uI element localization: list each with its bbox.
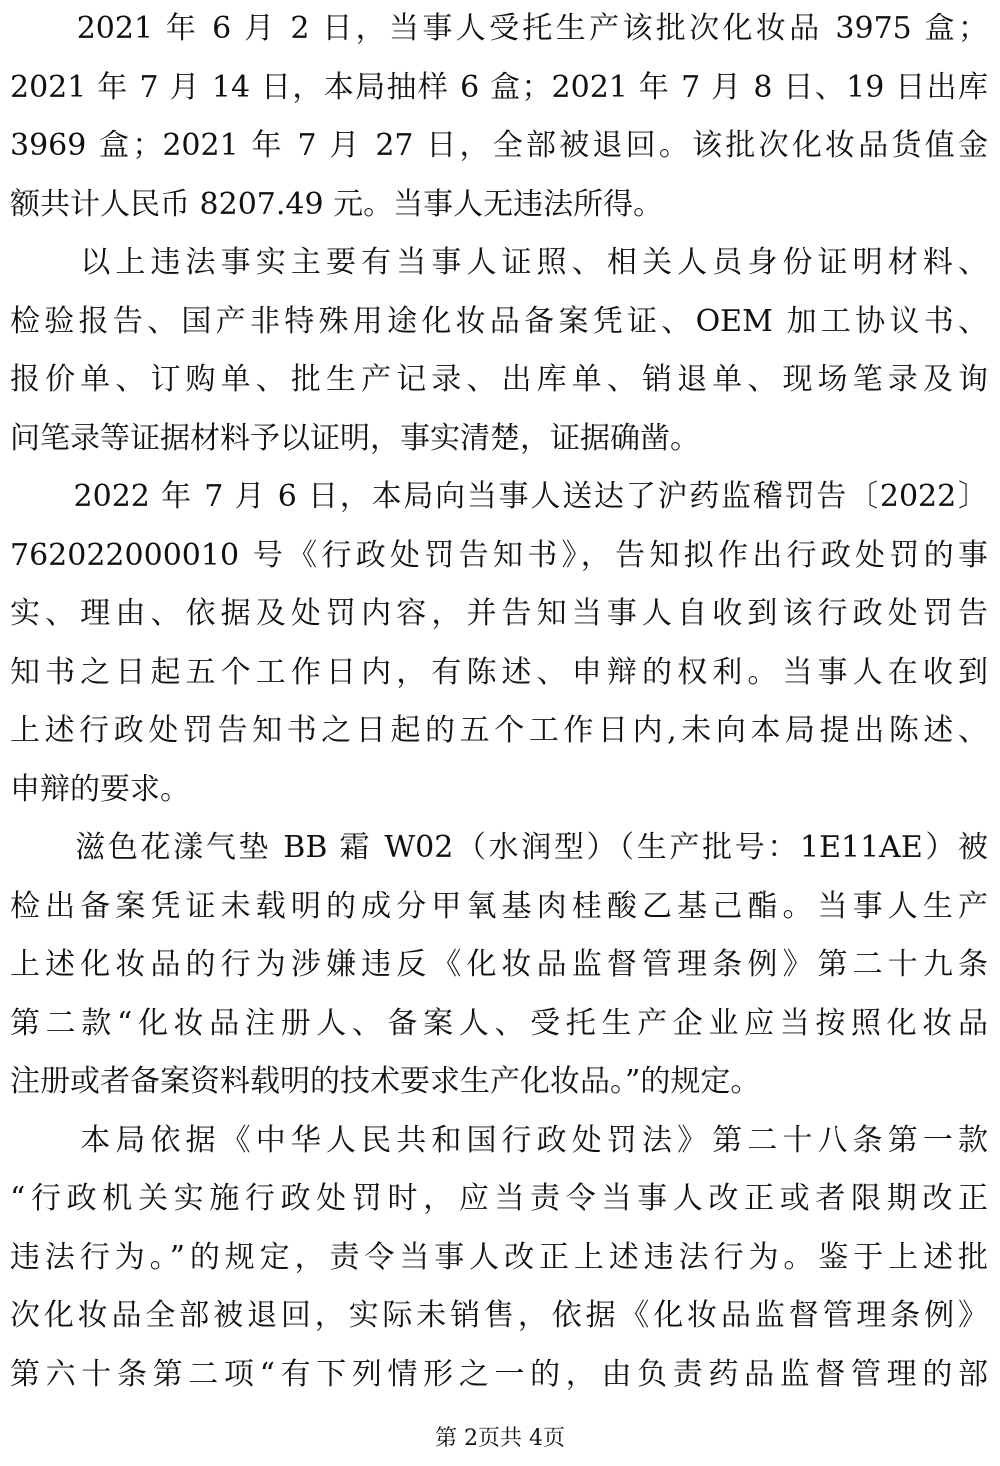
text-line: 2022 年 7 月 6 日，本局向当事人送达了沪药监稽罚告〔2022〕 [10, 479, 988, 514]
text-line: 知书之日起五个工作日内，有陈述、申辩的权利。当事人在收到 [10, 654, 988, 690]
text-line: 次化妆品全部被退回，实际未销售，依据《化妆品监督管理条例》 [10, 1298, 988, 1333]
text-line: 滋色花漾气垫 BB 霜 W02（水润型）（生产批号：1E11AE）被 [10, 830, 988, 865]
text-line: 违法行为。”的规定，责令当事人改正上述违法行为。鉴于上述批 [10, 1239, 988, 1275]
text-line: 2021 年 6 月 2 日，当事人受托生产该批次化妆品 3975 盒； [10, 11, 988, 46]
text-line: 额共计人民币 8207.49 元。当事人无违法所得。 [10, 186, 664, 222]
text-line: 第六十条第二项“有下列情形之一的，由负责药品监督管理的部 [10, 1356, 988, 1392]
text-line: 上述化妆品的行为涉嫌违反《化妆品监督管理条例》第二十九条 [10, 947, 988, 982]
text-line: 实、理由、依据及处罚内容，并告知当事人自收到该行政处罚告 [10, 596, 988, 631]
text-line: 第二款“化妆品注册人、备案人、受托生产企业应当按照化妆品 [10, 1005, 988, 1041]
text-line: 上述行政处罚告知书之日起的五个工作日内,未向本局提出陈述、 [10, 713, 988, 748]
text-line: 申辩的要求。 [10, 771, 190, 807]
text-line: 2021 年 7 月 14 日，本局抽样 6 盒；2021 年 7 月 8 日、19 日出库 [10, 69, 988, 105]
text-line: 3969 盒；2021 年 7 月 27 日，全部被退回。该批次化妆品货值金 [10, 128, 988, 163]
text-line: 762022000010 号《行政处罚告知书》，告知拟作出行政处罚的事 [10, 537, 988, 573]
text-line: 本局依据《中华人民共和国行政处罚法》第二十八条第一款 [10, 1122, 988, 1158]
text-line: 报价单、订购单、批生产记录、出库单、销退单、现场笔录及询 [10, 362, 988, 397]
text-line: 注册或者备案资料载明的技术要求生产化妆品。”的规定。 [10, 1064, 761, 1099]
text-line: 检出备案凭证未载明的成分甲氧基肉桂酸乙基己酯。当事人生产 [10, 888, 988, 924]
text-line: 检验报告、国产非特殊用途化妆品备案凭证、OEM 加工协议书、 [10, 303, 988, 339]
document-body [10, 0, 988, 1404]
text-line: “行政机关实施行政处罚时，应当责令当事人改正或者限期改正 [10, 1181, 988, 1216]
page-number-footer: 第 2页共 4页 [435, 1426, 565, 1451]
text-line: 问笔录等证据材料予以证明，事实清楚，证据确凿。 [10, 420, 700, 456]
text-line: 以上违法事实主要有当事人证照、相关人员身份证明材料、 [10, 245, 988, 280]
